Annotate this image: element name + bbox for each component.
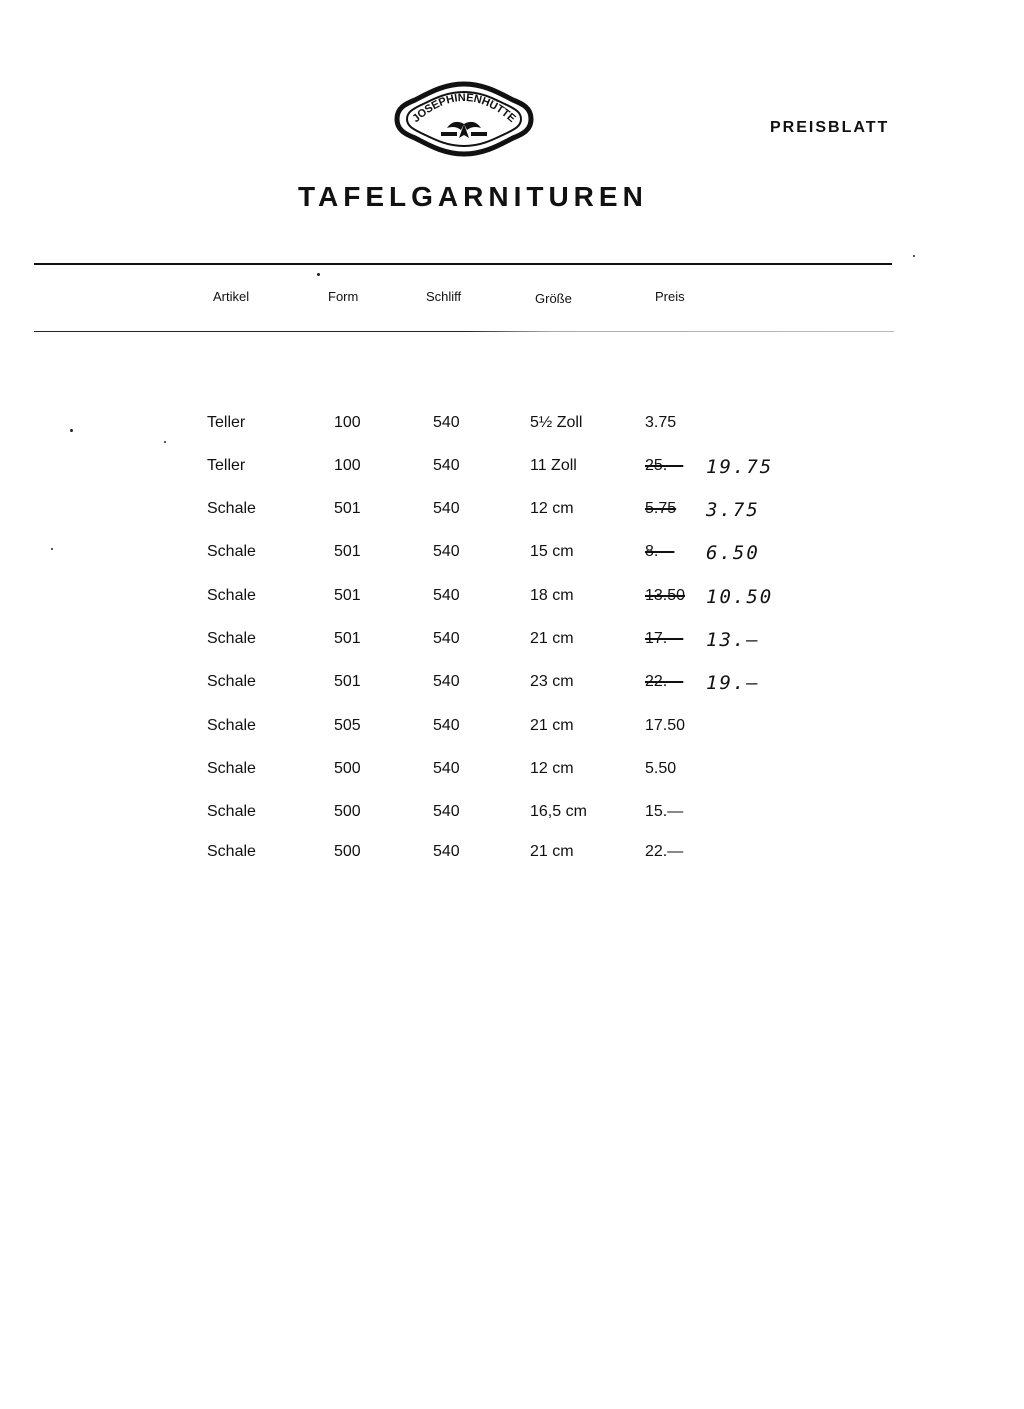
josephinenhuette-logo [393, 80, 535, 158]
cell-artikel: Schale [207, 843, 256, 860]
cell-new-preis: 19.— [706, 672, 760, 694]
cell-schliff: 540 [433, 543, 460, 560]
column-header-groesse: Größe [535, 291, 572, 306]
column-header-preis: Preis [655, 289, 685, 304]
cell-new-preis: 10.50 [706, 586, 774, 608]
scan-speck [51, 548, 53, 550]
cell-preis: 17.50 [645, 717, 686, 734]
cell-form: 501 [334, 543, 361, 560]
svg-text:JOSEPHINENHÜTTE: JOSEPHINENHÜTTE [410, 91, 518, 126]
cell-groesse: 18 cm [530, 587, 574, 604]
cell-groesse: 21 cm [530, 717, 574, 734]
cell-schliff: 540 [433, 630, 460, 647]
cell-groesse: 11 Zoll [530, 457, 577, 474]
table-row [0, 717, 1024, 741]
cell-form: 501 [334, 587, 361, 604]
cell-form: 505 [334, 717, 361, 734]
cell-preis: 3.75 [645, 414, 677, 431]
column-header-form: Form [328, 289, 359, 304]
scan-speck [317, 273, 320, 276]
cell-new-preis: 19.75 [706, 456, 774, 478]
cell-groesse: 12 cm [530, 500, 574, 517]
cell-schliff: 540 [433, 803, 460, 820]
cell-preis: 8.— [645, 543, 675, 560]
cell-groesse: 15 cm [530, 543, 574, 560]
header-divider [34, 331, 894, 332]
cell-form: 500 [334, 843, 361, 860]
table-row [0, 673, 1024, 697]
cell-groesse: 21 cm [530, 630, 574, 647]
sheet-label: PREISBLATT [770, 119, 890, 136]
cell-form: 100 [334, 457, 361, 474]
scan-speck [164, 441, 166, 443]
cell-preis: 13.50 [645, 587, 686, 604]
cell-new-preis: 6.50 [706, 542, 760, 564]
cell-artikel: Schale [207, 673, 256, 690]
cell-preis: 15.— [645, 803, 684, 820]
cell-schliff: 540 [433, 760, 460, 777]
cell-form: 501 [334, 673, 361, 690]
cell-artikel: Teller [207, 414, 246, 431]
cell-groesse: 21 cm [530, 843, 574, 860]
table-row [0, 760, 1024, 784]
cell-artikel: Schale [207, 630, 256, 647]
cell-preis: 17.— [645, 630, 684, 647]
table-row [0, 543, 1024, 567]
cell-schliff: 540 [433, 843, 460, 860]
column-header-schliff: Schliff [426, 289, 462, 304]
cell-artikel: Schale [207, 587, 256, 604]
cell-groesse: 12 cm [530, 760, 574, 777]
cell-artikel: Schale [207, 803, 256, 820]
page-title: TAFELGARNITUREN [298, 181, 648, 212]
cell-schliff: 540 [433, 587, 460, 604]
table-row [0, 630, 1024, 654]
cell-groesse: 5½ Zoll [530, 414, 583, 431]
cell-form: 500 [334, 760, 361, 777]
cell-schliff: 540 [433, 414, 460, 431]
scan-speck [913, 255, 915, 257]
cell-form: 500 [334, 803, 361, 820]
cell-groesse: 23 cm [530, 673, 574, 690]
cell-preis: 22.— [645, 843, 684, 860]
logo-emblem-icon [393, 80, 535, 158]
cell-preis: 25.— [645, 457, 684, 474]
cell-preis: 5.50 [645, 760, 677, 777]
table-row [0, 587, 1024, 611]
cell-artikel: Schale [207, 543, 256, 560]
cell-artikel: Schale [207, 717, 256, 734]
top-divider [34, 263, 892, 265]
table-header [0, 289, 1024, 309]
cell-artikel: Schale [207, 760, 256, 777]
cell-new-preis: 3.75 [706, 499, 760, 521]
cell-new-preis: 13.— [706, 629, 760, 651]
column-header-artikel: Artikel [213, 289, 250, 304]
table-row [0, 414, 1024, 438]
cell-form: 501 [334, 500, 361, 517]
table-row [0, 803, 1024, 827]
cell-schliff: 540 [433, 500, 460, 517]
cell-artikel: Schale [207, 500, 256, 517]
cell-form: 501 [334, 630, 361, 647]
cell-preis: 5.75 [645, 500, 677, 517]
cell-schliff: 540 [433, 457, 460, 474]
cell-artikel: Teller [207, 457, 246, 474]
cell-schliff: 540 [433, 673, 460, 690]
scan-speck [70, 429, 73, 432]
table-row [0, 843, 1024, 867]
cell-schliff: 540 [433, 717, 460, 734]
cell-groesse: 16,5 cm [530, 803, 587, 820]
cell-preis: 22.— [645, 673, 684, 690]
table-row [0, 457, 1024, 481]
cell-form: 100 [334, 414, 361, 431]
table-row [0, 500, 1024, 524]
